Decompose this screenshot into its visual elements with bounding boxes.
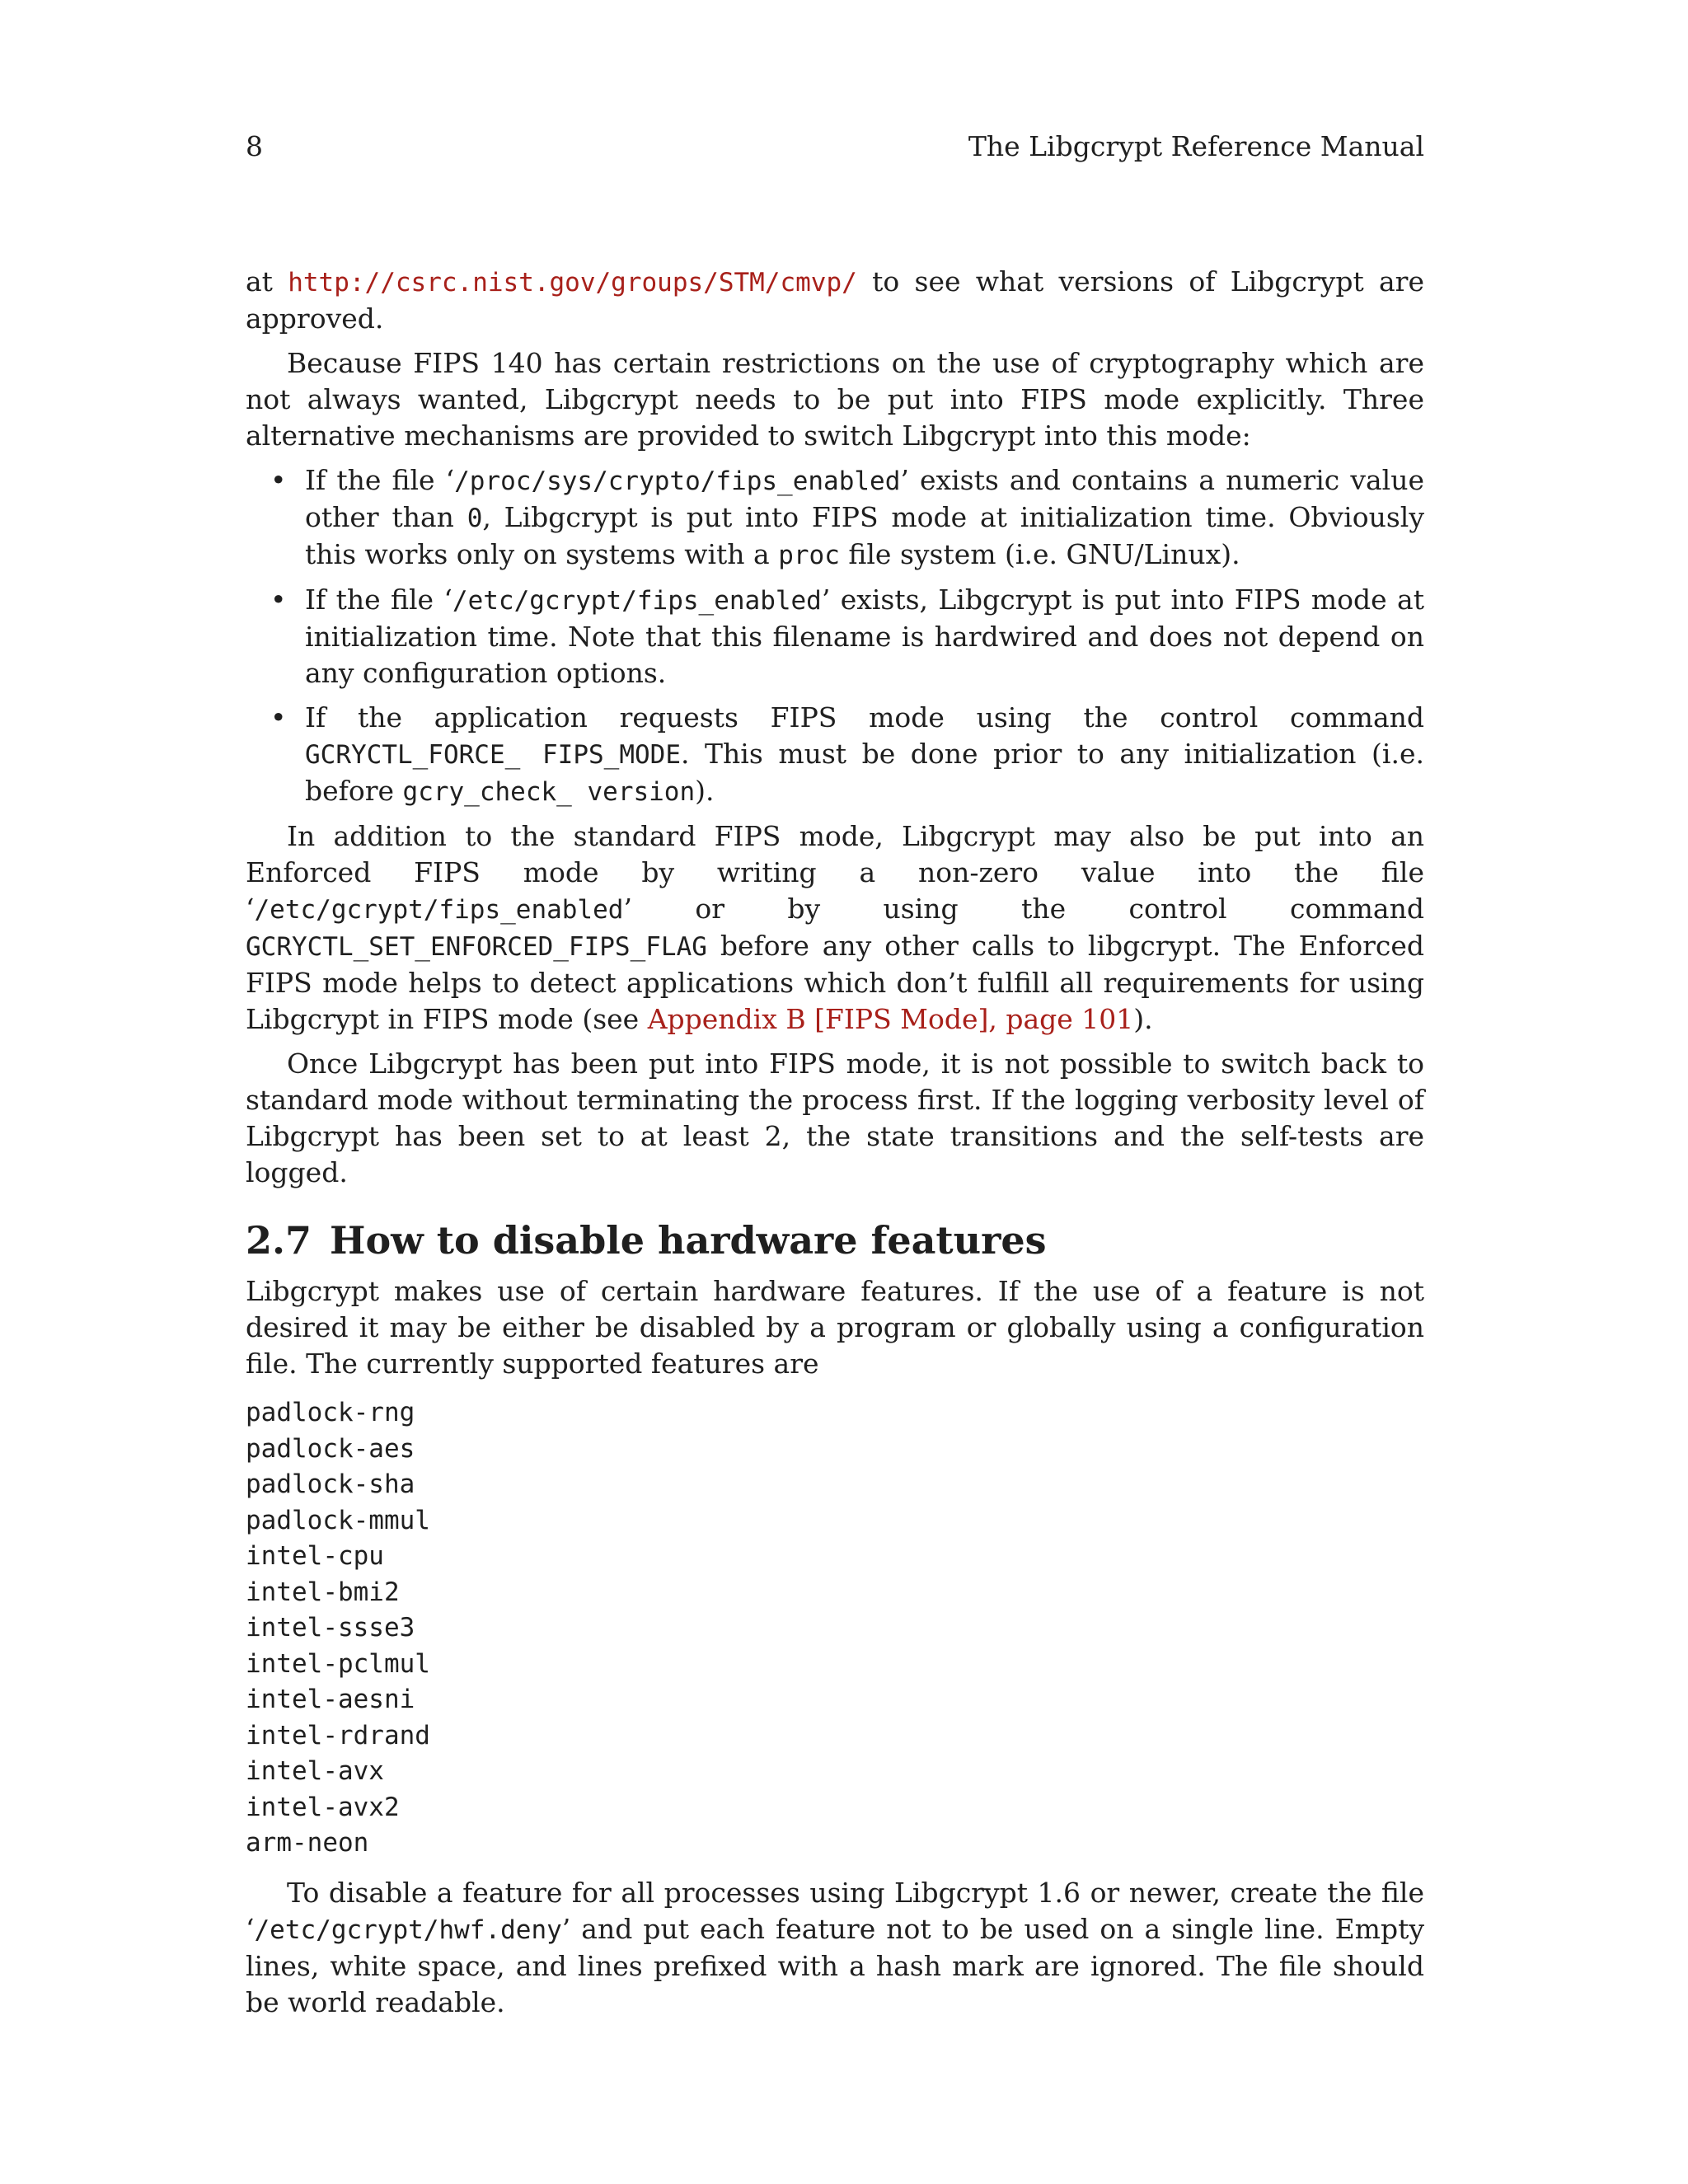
fips-restrictions-paragraph: Because FIPS 140 has certain restrictions on the use of cryptography which are not always wanted, Libgcrypt needs to be put into FIPS mode explicitly. Three alternative mechanisms are provided to switch Libgcrypt into this mode: <box>246 347 1424 452</box>
paragraph-text: ’ and put each feature not to be used on a single line. Empty lines, white space, and lines prefixed with a hash mark are ignored. The file should be world readable. <box>246 1912 1424 2018</box>
page-number: 8 <box>246 130 263 162</box>
paragraph-text: In addition to the standard FIPS mode, Libgcrypt may also be put into an Enforced FIPS mode by writing a non-zero value into the file ‘ <box>246 820 1424 925</box>
item-text: If the file ‘ <box>305 464 455 496</box>
feature-item: padlock-mmul <box>246 1505 430 1535</box>
paragraph-text: ’ or by using the control command <box>623 893 1424 925</box>
section-heading <box>246 1217 1424 1263</box>
feature-list <box>246 1395 1424 1862</box>
paragraph-text: before any other calls to libgcrypt. The Enforced FIPS mode helps to detect applications which don’t fulfill all requirements for using Libgcrypt in FIPS mode (see <box>246 930 1424 1035</box>
fips-mode-appendix-link[interactable]: Appendix B [FIPS Mode], page 101 <box>647 1003 1134 1035</box>
item-text: ’ exists and contains a numeric value other than <box>305 464 1424 533</box>
intro-text-end: to see what versions of Libgcrypt are approved. <box>246 265 1424 335</box>
hardware-features-paragraph: Libgcrypt makes use of certain hardware features. If the use of a feature is not desired it may be either be disabled by a program or globally using a configuration file. The currently supported features are <box>246 1275 1424 1380</box>
list-item <box>246 462 1424 574</box>
code-path: /etc/gcrypt/hwf.deny <box>254 1915 562 1945</box>
feature-item: padlock-rng <box>246 1398 415 1427</box>
section-number: 2.7 <box>246 1218 312 1263</box>
running-title: The Libgcrypt Reference Manual <box>968 130 1424 162</box>
feature-item: intel-avx <box>246 1756 384 1786</box>
enforced-fips-paragraph <box>246 818 1424 1038</box>
paragraph-text: ). <box>1133 1003 1153 1035</box>
disable-feature-paragraph <box>246 1875 1424 2021</box>
item-text: file system (i.e. GNU/Linux). <box>839 538 1240 570</box>
feature-item: intel-aesni <box>246 1685 415 1714</box>
feature-item: arm-neon <box>246 1828 369 1858</box>
item-text: If the file ‘ <box>305 583 452 616</box>
item-text: If the application requests FIPS mode using the control command <box>305 701 1424 733</box>
code-path: /etc/gcrypt/fips_enabled <box>254 895 624 925</box>
item-text: ). <box>695 775 715 807</box>
feature-item: intel-ssse3 <box>246 1613 415 1643</box>
feature-item: padlock-sha <box>246 1469 415 1499</box>
intro-paragraph <box>246 264 1424 337</box>
feature-item: intel-cpu <box>246 1541 384 1571</box>
feature-item: intel-bmi2 <box>246 1577 400 1607</box>
intro-text-start: at <box>246 265 288 298</box>
item-text: ’ exists, Libgcrypt is put into FIPS mode at initialization time. Note that this filename is hardwired and does not depend on any configuration options. <box>305 583 1424 689</box>
code-command: GCRYCTL_SET_ENFORCED_FIPS_FLAG <box>246 932 707 962</box>
code-value: 0 <box>467 504 483 533</box>
item-text: , Libgcrypt is put into FIPS mode at initialization time. Obviously this works only on systems with a <box>305 501 1424 570</box>
paragraph-text: To disable a feature for all processes using Libgcrypt 1.6 or newer, create the file ‘ <box>246 1876 1424 1945</box>
feature-item: intel-pclmul <box>246 1648 430 1679</box>
fips-mode-permanent-paragraph: Once Libgcrypt has been put into FIPS mode, it is not possible to switch back to standard mode without terminating the process first. If the logging verbosity level of Libgcrypt has been set to at least 2, the state transitions and the self-tests are logged. <box>246 1047 1424 1188</box>
page-header <box>246 129 1424 165</box>
code-value: proc <box>778 541 840 570</box>
fips-mechanisms-list <box>246 462 1424 810</box>
page-body <box>246 264 1424 2021</box>
item-text: . This must be done prior to any initialization (i.e. before <box>305 738 1424 807</box>
code-function: gcry_check_ version <box>402 777 696 807</box>
feature-item: intel-rdrand <box>246 1720 430 1750</box>
code-command: GCRYCTL_FORCE_ FIPS_MODE <box>305 740 681 770</box>
code-path: /proc/sys/crypto/fips_enabled <box>454 466 901 496</box>
code-path: /etc/gcrypt/fips_enabled <box>452 586 822 616</box>
feature-item: intel-avx2 <box>246 1792 400 1822</box>
feature-item: padlock-aes <box>246 1433 415 1464</box>
list-item <box>246 700 1424 810</box>
cmvp-link[interactable]: http://csrc.nist.gov/groups/STM/cmvp/ <box>288 268 857 298</box>
list-item <box>246 582 1424 691</box>
section-title: How to disable hardware features <box>330 1218 1047 1263</box>
